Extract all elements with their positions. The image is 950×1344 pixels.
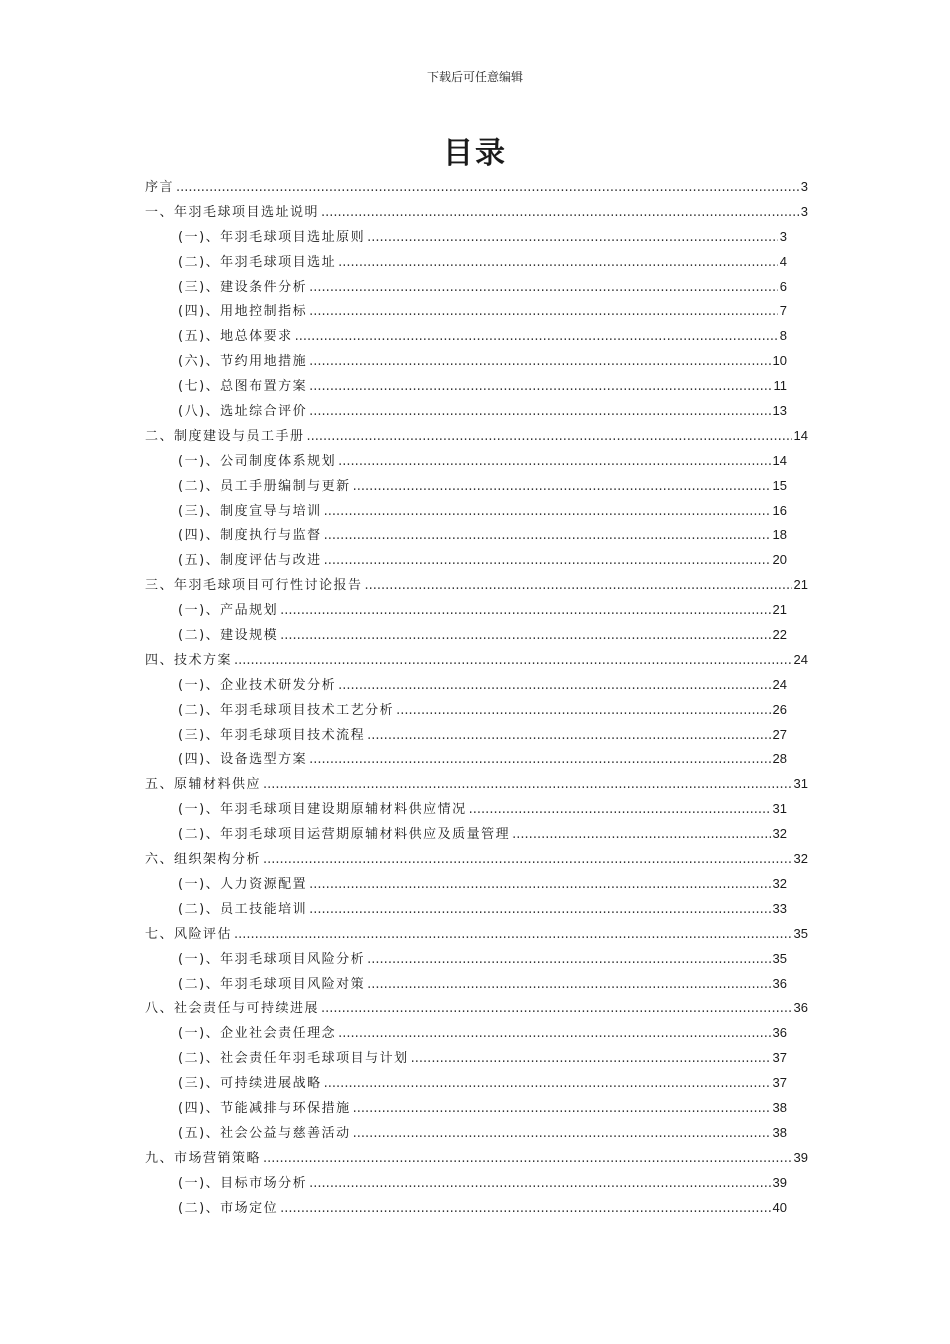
toc-dot-leader [367, 226, 778, 251]
toc-entry-page: 36 [772, 975, 787, 991]
toc-entry-page: 39 [772, 1174, 787, 1190]
toc-entry[interactable] [145, 1046, 787, 1071]
toc-entry-page: 4 [779, 253, 787, 269]
toc-dot-leader [367, 724, 770, 749]
toc-entry[interactable] [145, 1121, 787, 1146]
toc-entry[interactable] [145, 648, 808, 673]
toc-entry-label: (五)、社会公益与慈善活动 [178, 1125, 351, 1141]
toc-entry-label: (二)、年羽毛球项目技术工艺分析 [178, 702, 395, 718]
toc-entry-label: (二)、年羽毛球项目风险对策 [178, 976, 366, 992]
toc-entry-page: 3 [800, 203, 808, 219]
toc-entry-page: 37 [772, 1050, 787, 1066]
toc-dot-leader [309, 1172, 770, 1197]
toc-dot-leader [309, 748, 770, 773]
toc-entry-label: (四)、设备选型方案 [178, 752, 308, 768]
toc-dot-leader [324, 549, 771, 574]
toc-entry-label: 序言 [145, 180, 175, 195]
toc-entry-page: 20 [772, 552, 787, 568]
toc-entry-label: (二)、建设规模 [178, 628, 279, 644]
toc-entry-page: 8 [779, 328, 787, 344]
toc-entry-label: (四)、节能减排与环保措施 [178, 1100, 351, 1116]
toc-entry-page: 27 [772, 726, 787, 742]
toc-dot-leader [309, 400, 770, 425]
toc-entry-label: (一)、公司制度体系规划 [178, 453, 337, 469]
toc-dot-leader [324, 1072, 771, 1097]
toc-dot-leader [367, 948, 770, 973]
toc-entry[interactable] [145, 847, 808, 872]
toc-entry-page: 32 [793, 851, 808, 867]
toc-entry[interactable] [145, 772, 808, 797]
toc-dot-leader [309, 898, 770, 923]
toc-entry-page: 31 [793, 776, 808, 792]
toc-entry[interactable] [145, 1196, 787, 1221]
toc-entry[interactable] [145, 922, 808, 947]
toc-entry[interactable] [145, 947, 787, 972]
toc-entry[interactable] [145, 723, 787, 748]
toc-entry[interactable] [145, 872, 787, 897]
toc-dot-leader [263, 1147, 792, 1172]
toc-entry-page: 13 [772, 403, 787, 419]
toc-entry-label: 五、原辅材料供应 [145, 777, 262, 793]
toc-entry-page: 37 [772, 1075, 787, 1091]
toc-entry-label: 七、风险评估 [145, 926, 233, 942]
toc-entry-page: 22 [772, 627, 787, 643]
toc-dot-leader [365, 574, 792, 599]
toc-entry-page: 24 [793, 651, 808, 667]
table-of-contents [145, 175, 808, 1220]
toc-dot-leader [353, 1122, 771, 1147]
toc-entry[interactable] [145, 1021, 787, 1046]
toc-dot-leader [309, 276, 778, 301]
toc-entry[interactable] [145, 1171, 787, 1196]
toc-dot-leader [309, 350, 770, 375]
toc-entry-label: (二)、社会责任年羽毛球项目与计划 [178, 1051, 409, 1067]
toc-entry-page: 36 [772, 1025, 787, 1041]
toc-entry-label: (一)、产品规划 [178, 603, 279, 619]
toc-dot-leader [280, 624, 770, 649]
toc-entry[interactable] [145, 175, 808, 200]
toc-entry-page: 14 [772, 452, 787, 468]
toc-entry-label: (二)、年羽毛球项目选址 [178, 254, 337, 270]
toc-entry-page: 10 [772, 353, 787, 369]
toc-dot-leader [280, 1197, 770, 1222]
toc-dot-leader [338, 1022, 770, 1047]
toc-entry-page: 15 [772, 477, 787, 493]
toc-entry-label: (三)、可持续进展战略 [178, 1076, 322, 1092]
page-header: 下载后可任意编辑 [426, 70, 523, 84]
toc-entry-label: (二)、员工技能培训 [178, 901, 308, 917]
toc-entry-page: 38 [772, 1124, 787, 1140]
toc-dot-leader [321, 201, 799, 226]
toc-entry-page: 16 [772, 502, 787, 518]
toc-entry-label: 九、市场营销策略 [145, 1150, 262, 1166]
toc-entry[interactable] [145, 225, 787, 250]
toc-entry-label: (一)、年羽毛球项目风险分析 [178, 951, 366, 967]
toc-dot-leader [338, 450, 770, 475]
toc-entry-page: 24 [772, 676, 787, 692]
toc-entry-label: (一)、企业社会责任理念 [178, 1026, 337, 1042]
toc-entry[interactable] [145, 1071, 787, 1096]
toc-entry[interactable] [145, 275, 787, 300]
toc-entry-page: 38 [772, 1099, 787, 1115]
toc-entry[interactable] [145, 200, 808, 225]
toc-entry-label: 四、技术方案 [145, 652, 233, 668]
toc-entry-label: 一、年羽毛球项目选址说明 [145, 204, 320, 220]
toc-entry-label: (一)、目标市场分析 [178, 1175, 308, 1191]
toc-entry-label: 八、社会责任与可持续进展 [145, 1001, 320, 1017]
toc-entry[interactable] [145, 972, 787, 997]
toc-dot-leader [309, 300, 778, 325]
toc-entry[interactable] [145, 523, 787, 548]
toc-entry-page: 21 [772, 602, 787, 618]
toc-entry-label: (六)、节约用地措施 [178, 354, 308, 370]
toc-entry[interactable] [145, 698, 787, 723]
toc-entry[interactable] [145, 324, 787, 349]
toc-dot-leader [324, 500, 771, 525]
toc-title: 目录 [443, 136, 507, 171]
toc-entry-label: (五)、制度评估与改进 [178, 553, 322, 569]
toc-entry-page: 26 [772, 701, 787, 717]
toc-entry[interactable] [145, 996, 808, 1021]
toc-dot-leader [295, 325, 778, 350]
toc-dot-leader [411, 1047, 771, 1072]
toc-entry-page: 40 [772, 1199, 787, 1215]
toc-entry[interactable] [145, 598, 787, 623]
toc-dot-leader [309, 873, 770, 898]
toc-entry-label: (四)、制度执行与监督 [178, 528, 322, 544]
toc-entry-page: 31 [772, 801, 787, 817]
toc-entry-page: 6 [779, 278, 787, 294]
toc-dot-leader [396, 699, 770, 724]
toc-entry-label: (八)、选址综合评价 [178, 404, 308, 420]
toc-entry[interactable] [145, 623, 787, 648]
toc-entry[interactable] [145, 250, 787, 275]
toc-dot-leader [367, 973, 770, 998]
toc-entry-label: (二)、市场定位 [178, 1200, 279, 1216]
toc-entry-page: 33 [772, 900, 787, 916]
toc-entry[interactable] [145, 499, 787, 524]
toc-entry-label: 六、组织架构分析 [145, 852, 262, 868]
toc-entry-label: (二)、员工手册编制与更新 [178, 478, 351, 494]
toc-entry-page: 3 [779, 228, 787, 244]
toc-entry-label: (四)、用地控制指标 [178, 304, 308, 320]
toc-entry[interactable] [145, 548, 787, 573]
toc-dot-leader [176, 176, 799, 201]
toc-entry[interactable] [145, 747, 787, 772]
toc-dot-leader [353, 1097, 771, 1122]
toc-entry-page: 36 [793, 1000, 808, 1016]
toc-dot-leader [309, 375, 771, 400]
toc-entry-label: (七)、总图布置方案 [178, 379, 308, 395]
toc-entry-page: 3 [800, 179, 808, 194]
toc-entry-page: 14 [793, 427, 808, 443]
toc-dot-leader [280, 599, 770, 624]
toc-dot-leader [307, 425, 792, 450]
toc-dot-leader [263, 848, 792, 873]
toc-entry[interactable] [145, 374, 787, 399]
toc-dot-leader [353, 475, 771, 500]
toc-entry-page: 35 [772, 950, 787, 966]
toc-entry-label: (一)、人力资源配置 [178, 876, 308, 892]
toc-entry-label: 二、制度建设与员工手册 [145, 428, 305, 444]
toc-dot-leader [338, 251, 778, 276]
toc-dot-leader [263, 773, 792, 798]
toc-entry[interactable] [145, 673, 787, 698]
toc-entry[interactable] [145, 573, 808, 598]
toc-entry[interactable] [145, 399, 787, 424]
toc-entry-page: 35 [793, 925, 808, 941]
toc-entry-label: (三)、制度宣导与培训 [178, 503, 322, 519]
toc-dot-leader [469, 798, 771, 823]
toc-entry-label: (五)、地总体要求 [178, 329, 293, 345]
toc-dot-leader [512, 823, 770, 848]
toc-entry-page: 32 [772, 826, 787, 842]
toc-entry-label: (二)、年羽毛球项目运营期原辅材料供应及质量管理 [178, 827, 511, 843]
toc-entry-page: 21 [793, 577, 808, 593]
toc-entry-label: (一)、企业技术研发分析 [178, 677, 337, 693]
toc-entry-label: (一)、年羽毛球项目选址原则 [178, 229, 366, 245]
toc-dot-leader [234, 649, 792, 674]
toc-entry-page: 28 [772, 751, 787, 767]
toc-dot-leader [324, 524, 771, 549]
toc-dot-leader [234, 923, 792, 948]
toc-entry-page: 7 [779, 303, 787, 319]
toc-entry[interactable] [145, 1096, 787, 1121]
toc-entry[interactable] [145, 349, 787, 374]
toc-entry-label: (三)、建设条件分析 [178, 279, 308, 295]
toc-entry[interactable] [145, 449, 787, 474]
toc-entry[interactable] [145, 424, 808, 449]
toc-dot-leader [321, 997, 792, 1022]
toc-entry-page: 39 [793, 1149, 808, 1165]
toc-entry[interactable] [145, 474, 787, 499]
toc-entry[interactable] [145, 897, 787, 922]
toc-dot-leader [338, 674, 770, 699]
toc-entry[interactable] [145, 299, 787, 324]
toc-entry-page: 32 [772, 875, 787, 891]
toc-entry[interactable] [145, 797, 787, 822]
toc-entry-page: 11 [773, 378, 787, 394]
toc-entry-label: 三、年羽毛球项目可行性讨论报告 [145, 578, 363, 594]
toc-entry-label: (一)、年羽毛球项目建设期原辅材料供应情况 [178, 802, 467, 818]
toc-entry-page: 18 [772, 527, 787, 543]
toc-entry-label: (三)、年羽毛球项目技术流程 [178, 727, 366, 743]
toc-entry[interactable] [145, 1146, 808, 1171]
toc-entry[interactable] [145, 822, 787, 847]
